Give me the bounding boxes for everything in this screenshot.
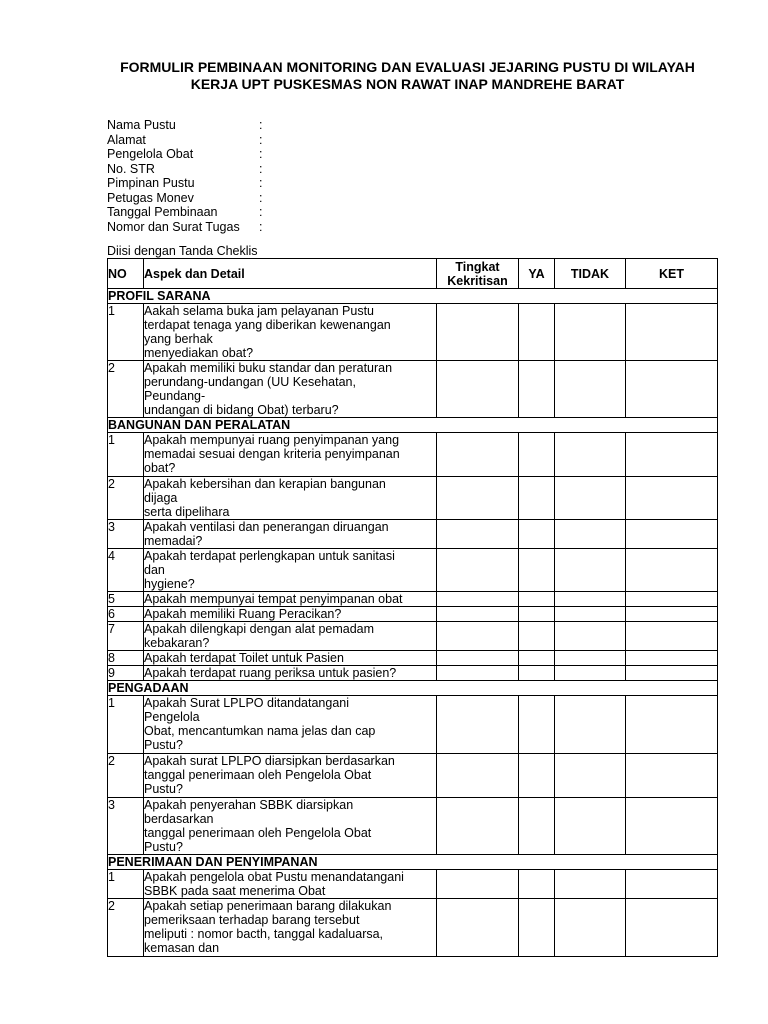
ya-cell[interactable]	[519, 520, 555, 549]
info-row	[107, 133, 269, 148]
identity-fields	[107, 118, 269, 234]
ya-cell[interactable]	[519, 899, 555, 957]
section-title: BANGUNAN DAN PERALATAN	[108, 418, 718, 433]
tingkat-cell[interactable]	[437, 433, 519, 477]
ket-cell[interactable]	[626, 361, 718, 418]
tidak-cell[interactable]	[555, 520, 626, 549]
tingkat-cell[interactable]	[437, 651, 519, 666]
row-number: 4	[108, 549, 144, 592]
info-label: Tanggal Pembinaan	[107, 205, 218, 219]
ya-cell[interactable]	[519, 549, 555, 592]
row-number: 2	[108, 899, 144, 957]
row-number: 7	[108, 622, 144, 651]
ket-cell[interactable]	[626, 477, 718, 520]
row-aspect-text: Apakah ventilasi dan penerangan diruangan memadai?	[144, 520, 437, 549]
info-label: Pengelola Obat	[107, 147, 194, 161]
ket-cell[interactable]	[626, 666, 718, 681]
ya-cell[interactable]	[519, 651, 555, 666]
ya-cell[interactable]	[519, 607, 555, 622]
tingkat-cell[interactable]	[437, 592, 519, 607]
section-title: PENERIMAAN DAN PENYIMPANAN	[108, 855, 718, 870]
row-number: 5	[108, 592, 144, 607]
header-tingkat-line-1: Tingkat	[455, 259, 500, 274]
checklist-row	[108, 870, 718, 899]
tidak-cell[interactable]	[555, 899, 626, 957]
ya-cell[interactable]	[519, 304, 555, 361]
ket-cell[interactable]	[626, 622, 718, 651]
ya-cell[interactable]	[519, 477, 555, 520]
checklist-row	[108, 361, 718, 418]
row-aspect-text: Apakah setiap penerimaan barang dilakukan pemeriksaan terhadap barang tersebut meliputi : nomor bacth, tanggal kadaluarsa, kemasan dan	[144, 899, 437, 957]
ya-cell[interactable]	[519, 870, 555, 899]
header-aspek: Aspek dan Detail	[144, 259, 437, 289]
info-colon: :	[259, 190, 263, 205]
tingkat-cell[interactable]	[437, 622, 519, 651]
table-header-row	[108, 259, 718, 289]
row-number: 2	[108, 361, 144, 418]
tidak-cell[interactable]	[555, 651, 626, 666]
tingkat-cell[interactable]	[437, 798, 519, 855]
checklist-row	[108, 899, 718, 957]
row-number: 1	[108, 304, 144, 361]
info-colon: :	[259, 118, 263, 132]
ket-cell[interactable]	[626, 304, 718, 361]
info-row	[107, 162, 269, 177]
tingkat-cell[interactable]	[437, 870, 519, 899]
info-label: Pimpinan Pustu	[107, 176, 195, 190]
header-no: NO	[108, 259, 144, 289]
checklist-row	[108, 477, 718, 520]
tidak-cell[interactable]	[555, 549, 626, 592]
tingkat-cell[interactable]	[437, 696, 519, 754]
checklist-table	[107, 258, 718, 957]
info-row	[107, 191, 269, 206]
ya-cell[interactable]	[519, 592, 555, 607]
checklist-row	[108, 607, 718, 622]
row-number: 1	[108, 870, 144, 899]
checklist-row	[108, 433, 718, 477]
info-row	[107, 118, 269, 133]
form-title	[80, 59, 735, 93]
ya-cell[interactable]	[519, 696, 555, 754]
section-header-row	[108, 681, 718, 696]
instruction-note: Diisi dengan Tanda Cheklis	[107, 244, 258, 258]
ket-cell[interactable]	[626, 899, 718, 957]
row-number: 6	[108, 607, 144, 622]
info-row	[107, 220, 269, 235]
tidak-cell[interactable]	[555, 361, 626, 418]
row-number: 2	[108, 477, 144, 520]
header-tingkat-kekritisan	[437, 259, 519, 289]
header-ket: KET	[626, 259, 718, 289]
tidak-cell[interactable]	[555, 433, 626, 477]
tidak-cell[interactable]	[555, 607, 626, 622]
row-aspect-text: Apakah mempunyai ruang penyimpanan yang memadai sesuai dengan kriteria penyimpanan obat?	[144, 433, 437, 477]
tidak-cell[interactable]	[555, 622, 626, 651]
ya-cell[interactable]	[519, 754, 555, 798]
info-colon: :	[259, 205, 263, 219]
tidak-cell[interactable]	[555, 798, 626, 855]
ket-cell[interactable]	[626, 651, 718, 666]
section-header-row	[108, 855, 718, 870]
tidak-cell[interactable]	[555, 592, 626, 607]
row-number: 1	[108, 696, 144, 754]
tingkat-cell[interactable]	[437, 666, 519, 681]
ket-cell[interactable]	[626, 798, 718, 855]
info-colon: :	[259, 147, 263, 161]
checklist-row	[108, 798, 718, 855]
ket-cell[interactable]	[626, 520, 718, 549]
form-title-line-2: KERJA UPT PUSKESMAS NON RAWAT INAP MANDREHE BARAT	[190, 76, 625, 92]
checklist-row	[108, 520, 718, 549]
info-label: Nama Pustu	[107, 118, 176, 132]
checklist-body	[108, 289, 718, 957]
ya-cell[interactable]	[519, 666, 555, 681]
ya-cell[interactable]	[519, 798, 555, 855]
checklist-row	[108, 304, 718, 361]
info-label: Nomor dan Surat Tugas	[107, 219, 240, 234]
info-colon: :	[259, 176, 263, 190]
row-aspect-text: Apakah terdapat ruang periksa untuk pasien?	[144, 666, 437, 681]
ket-cell[interactable]	[626, 592, 718, 607]
ya-cell[interactable]	[519, 433, 555, 477]
checklist-row	[108, 549, 718, 592]
section-title: PENGADAAN	[108, 681, 718, 696]
header-tidak: TIDAK	[555, 259, 626, 289]
info-colon: :	[259, 219, 263, 234]
checklist-row	[108, 622, 718, 651]
checklist-row	[108, 651, 718, 666]
row-number: 1	[108, 433, 144, 477]
row-aspect-text: Aakah selama buka jam pelayanan Pustu terdapat tenaga yang diberikan kewenangan yang berhak menyediakan obat?	[144, 304, 437, 361]
ket-cell[interactable]	[626, 607, 718, 622]
tingkat-cell[interactable]	[437, 899, 519, 957]
ket-cell[interactable]	[626, 870, 718, 899]
row-number: 8	[108, 651, 144, 666]
tidak-cell[interactable]	[555, 304, 626, 361]
tidak-cell[interactable]	[555, 754, 626, 798]
ya-cell[interactable]	[519, 622, 555, 651]
info-row	[107, 176, 269, 191]
checklist-row	[108, 696, 718, 754]
info-row	[107, 147, 269, 162]
tingkat-cell[interactable]	[437, 477, 519, 520]
row-number: 9	[108, 666, 144, 681]
info-label: No. STR	[107, 161, 155, 176]
ya-cell[interactable]	[519, 361, 555, 418]
checklist-row	[108, 754, 718, 798]
tingkat-cell[interactable]	[437, 549, 519, 592]
row-number: 3	[108, 520, 144, 549]
ket-cell[interactable]	[626, 696, 718, 754]
section-title: PROFIL SARANA	[108, 289, 718, 304]
section-header-row	[108, 418, 718, 433]
tidak-cell[interactable]	[555, 666, 626, 681]
info-label: Petugas Monev	[107, 190, 194, 205]
row-aspect-text: Apakah surat LPLPO diarsipkan berdasarkan tanggal penerimaan oleh Pengelola Obat Pustu?	[144, 754, 437, 798]
tidak-cell[interactable]	[555, 477, 626, 520]
tingkat-cell[interactable]	[437, 361, 519, 418]
info-row	[107, 205, 269, 220]
section-header-row	[108, 289, 718, 304]
row-aspect-text: Apakah terdapat Toilet untuk Pasien	[144, 651, 437, 666]
row-aspect-text: Apakah penyerahan SBBK diarsipkan berdasarkan tanggal penerimaan oleh Pengelola Obat Pustu?	[144, 798, 437, 855]
tingkat-cell[interactable]	[437, 754, 519, 798]
checklist-row	[108, 666, 718, 681]
form-title-line-1: FORMULIR PEMBINAAN MONITORING DAN EVALUASI JEJARING PUSTU DI WILAYAH	[120, 59, 695, 75]
ket-cell[interactable]	[626, 433, 718, 477]
info-colon: :	[259, 161, 263, 176]
row-number: 2	[108, 754, 144, 798]
tingkat-cell[interactable]	[437, 520, 519, 549]
ket-cell[interactable]	[626, 754, 718, 798]
row-aspect-text: Apakah Surat LPLPO ditandatangani Pengelola Obat, mencantumkan nama jelas dan cap Pustu?	[144, 696, 437, 754]
ket-cell[interactable]	[626, 549, 718, 592]
row-aspect-text: Apakah terdapat perlengkapan untuk sanitasi dan hygiene?	[144, 549, 437, 592]
row-aspect-text: Apakah memiliki buku standar dan peraturan perundang-undangan (UU Kesehatan, Peundang- undangan di bidang Obat) terbaru?	[144, 361, 437, 418]
row-aspect-text: Apakah kebersihan dan kerapian bangunan dijaga serta dipelihara	[144, 477, 437, 520]
info-label: Alamat	[107, 132, 146, 147]
tidak-cell[interactable]	[555, 870, 626, 899]
tidak-cell[interactable]	[555, 696, 626, 754]
header-ya: YA	[519, 259, 555, 289]
row-aspect-text: Apakah mempunyai tempat penyimpanan obat	[144, 592, 437, 607]
info-colon: :	[259, 132, 263, 147]
tingkat-cell[interactable]	[437, 607, 519, 622]
row-number: 3	[108, 798, 144, 855]
header-tingkat-line-2: Kekritisan	[447, 273, 508, 288]
row-aspect-text: Apakah pengelola obat Pustu menandatangani SBBK pada saat menerima Obat	[144, 870, 437, 899]
checklist-row	[108, 592, 718, 607]
tingkat-cell[interactable]	[437, 304, 519, 361]
row-aspect-text: Apakah dilengkapi dengan alat pemadam kebakaran?	[144, 622, 437, 651]
row-aspect-text: Apakah memiliki Ruang Peracikan?	[144, 607, 437, 622]
